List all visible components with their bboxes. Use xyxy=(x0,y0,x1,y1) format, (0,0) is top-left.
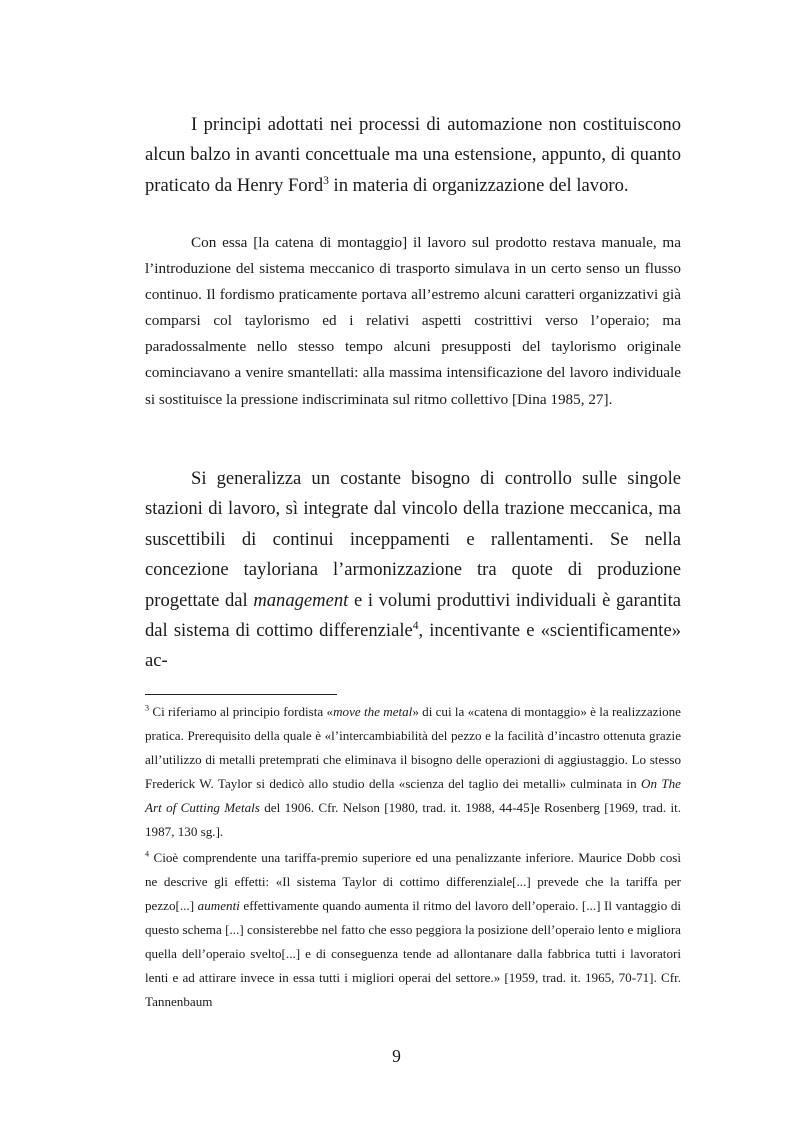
footnote-3-italic-1: move the metal xyxy=(333,704,413,719)
footnote-ref-4[interactable]: 4 xyxy=(412,619,419,632)
paragraph-2-text-end: , incentivante e «scientificamente» ac- xyxy=(145,620,681,672)
paragraph-2-text-mid: e i volumi produttivi individuali è garantita dal sistema di cottimo differenziale xyxy=(145,589,681,642)
footnote-3-text: Ci riferiamo al principio fordista « xyxy=(149,704,334,719)
footnote-4-italic: aumenti xyxy=(197,898,240,913)
paragraph-2-text: Si generalizza un costante bisogno di controllo sulle singole stazioni di lavoro, sì integrate dal vincolo della trazione meccanica, ma suscettibili di continui inceppamenti e rallentamenti. Se nella concezione tayloriana l’armonizzazione tra quote di produzione progettate dal xyxy=(145,468,681,611)
footnote-separator xyxy=(145,694,337,695)
footnote-ref-3[interactable]: 3 xyxy=(323,174,329,187)
page-number: 9 xyxy=(392,1046,401,1066)
footnote-4-text-end: effettivamente quando aumenta il ritmo del lavoro dell’operaio. [...] Il vantaggio di questo schema [...] consisterebbe nel fatto che esso peggiora la posizione dell’operaio lento e migliora quella dell’operaio svelto[...] e di conseguenza tende ad allontanare dalla fabbrica tutti i lavoratori lenti e ad attirare invece in essa tutti i migliori operai del settore.» [1959, trad. it. 1965, 70-71]. Cfr. Tannenbaum xyxy=(145,898,682,1009)
body-paragraph-1 xyxy=(145,110,681,201)
paragraph-1-text: I principi adottati nei processi di automazione non costituiscono alcun balzo in avanti concettuale ma una estensione, appunto, di quanto praticato da Henry Ford xyxy=(145,114,681,196)
footnote-4-text: Cioè comprendente una tariffa-premio superiore ed una penalizzante inferiore. Maurice Dobb così ne descrive gli effetti: «Il sistema Taylor di cottimo differenziale[...] prevede che la tariffa per pezzo[...] xyxy=(145,850,681,913)
italic-management: management xyxy=(253,589,349,611)
footnote-3 xyxy=(145,700,681,844)
footnotes xyxy=(145,700,681,1016)
body-paragraph-2 xyxy=(145,464,681,677)
footnote-4-number: 4 xyxy=(145,849,150,859)
footnote-3-text-mid: » di cui la «catena di montaggio» è la realizzazione pratica. Prerequisito della quale è «l’intercambiabilità del pezzo e la facilità d’incastro ottenuta grazie all’utilizzo di metalli pretemprati che eliminava il bisogno delle operazioni di aggiustaggio. Lo stesso Frederick W. Taylor si dedicò allo studio della «scienza del taglio dei metalli» culminata in xyxy=(145,704,681,791)
paragraph-1-text-end: in materia di organizzazione del lavoro. xyxy=(328,174,629,196)
footnote-4 xyxy=(145,846,681,1014)
block-quote: Con essa [la catena di montaggio] il lavoro sul prodotto restava manuale, ma l’introduzione del sistema meccanico di trasporto simulava in un certo senso un flusso continuo. Il fordismo praticamente portava all’estremo alcuni caratteri organizzativi già comparsi col taylorismo ed i relativi aspetti costrittivi verso l’operaio; ma paradossalmente nello stesso tempo alcuni presupposti del taylorismo originale cominciavano a venire smantellati: alla massima intensificazione del lavoro individuale si sostituisce la pressione indiscriminata sul ritmo collettivo [Dina 1985, 27]. xyxy=(145,234,681,408)
footnote-3-text-end: del 1906. Cfr. Nelson [1980, trad. it. 1988, 44-45]e Rosenberg [1969, trad. it. 1987, 130 sg.]. xyxy=(145,800,681,839)
footnote-3-italic-2: On The Art of Cutting Metals xyxy=(145,776,681,815)
footnote-3-number: 3 xyxy=(145,703,150,713)
